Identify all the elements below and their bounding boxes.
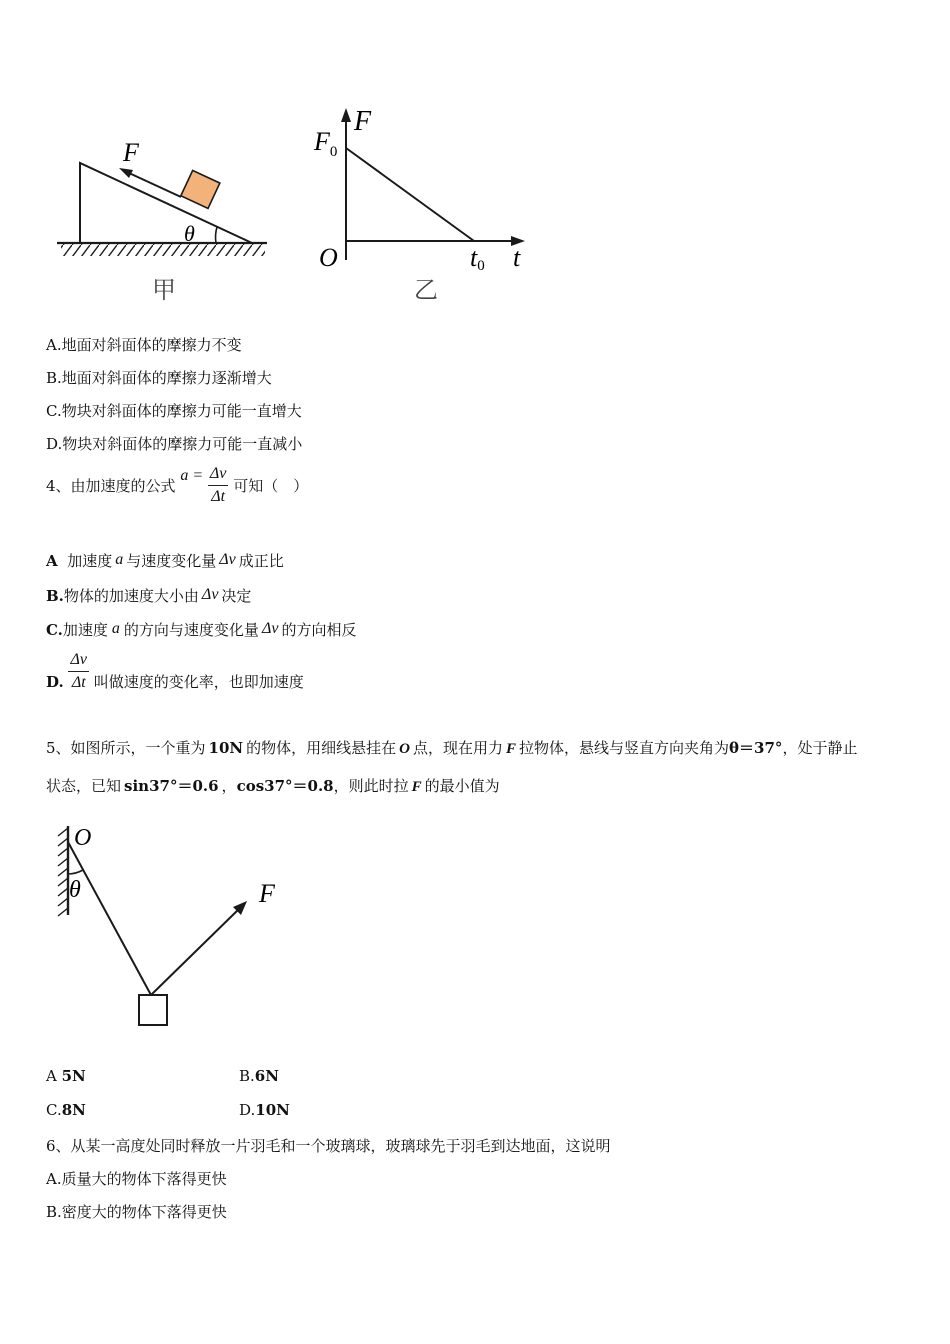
q4-option-a-text1: 加速度 (67, 552, 113, 570)
q6-stem: 6、从某一高度处同时释放一片羽毛和一个玻璃球，玻璃球先于羽毛到达地面，这说明 (46, 1137, 611, 1155)
q5-option-d-prefix: D. (239, 1101, 256, 1119)
f0-label: $F_0$ (314, 127, 338, 160)
q3-option-a[interactable]: A.地面对斜面体的摩擦力不变 (46, 336, 242, 354)
q4-option-b-text2: 决定 (221, 587, 252, 605)
q5-stem-text-c: 点，现在用力 (413, 739, 504, 757)
q5-sin-value: sin37°＝0.6 (124, 777, 219, 795)
q5-stem-line2-c: ，则此时拉 (333, 777, 409, 795)
q5-stem-text-d: 拉物体，悬线与竖直方向夹角为 (519, 739, 730, 757)
q5-option-a[interactable] (46, 1067, 86, 1085)
q5-force-2: F (411, 779, 422, 795)
q4-option-b-text1: 物体的加速度大小由 (63, 587, 199, 605)
q4-option-c-text1: 加速度 (62, 621, 108, 639)
q4-option-d-prefix: D. (46, 672, 64, 691)
ground-hatching (61, 244, 265, 256)
q5-option-d-value: 10N (255, 1101, 290, 1119)
q4-option-c-var1: a (111, 620, 120, 637)
figure-jia (45, 125, 285, 310)
q4-option-d-denominator: Δt (71, 674, 86, 691)
q4-stem-suffix: 可知（ ） (233, 477, 309, 495)
q5-stem-text-e: ，处于静止 (782, 739, 858, 757)
q4-option-a-var2: Δv (219, 551, 236, 568)
q5-stem-line1 (46, 737, 857, 758)
q4-option-b-prefix: B. (46, 587, 64, 605)
q5-option-b[interactable] (239, 1067, 279, 1085)
q5-stem-line2-b: ， (221, 777, 237, 795)
q5-option-c[interactable] (46, 1101, 86, 1119)
force-arrow-line (129, 173, 181, 197)
q4-option-c[interactable] (46, 619, 356, 640)
force-label: F (123, 138, 139, 167)
force-line (346, 148, 474, 241)
q5-option-a-value: 5N (61, 1067, 86, 1085)
q4-option-d[interactable] (46, 652, 304, 691)
q6-option-b[interactable]: B.密度大的物体下落得更快 (46, 1203, 227, 1221)
figure-yi (310, 100, 535, 310)
q4-option-a-var1: a (115, 551, 124, 568)
q5-force: F (506, 741, 517, 757)
q4-option-d-fraction (68, 652, 89, 691)
q4-option-c-prefix: C. (46, 621, 63, 639)
q5-stem-line2-d: 的最小值为 (424, 777, 500, 795)
q3-option-b[interactable]: B.地面对斜面体的摩擦力逐渐增大 (46, 369, 272, 387)
q5-stem-line2 (46, 775, 500, 796)
q3-option-c[interactable]: C.物块对斜面体的摩擦力可能一直增大 (46, 402, 302, 420)
q4-option-d-text: 叫做速度的变化率，也即加速度 (93, 673, 304, 691)
force-arrow-head (119, 168, 133, 178)
q5-cos-value: cos37°＝0.8 (236, 777, 334, 795)
q5-stem-text-b: 的物体，用细线悬挂在 (246, 739, 397, 757)
q5-weight: 10N (208, 739, 244, 757)
incline-triangle (80, 163, 252, 243)
caption-jia: 甲 (152, 276, 176, 304)
q5-stem-text-a: 5、如图所示，一个重为 (46, 739, 206, 757)
x-axis-label: t (513, 243, 521, 272)
angle-arc-q5 (68, 870, 83, 874)
q4-option-b-var: Δv (201, 586, 219, 603)
q5-point: O (399, 741, 410, 757)
caption-yi: 乙 (414, 276, 438, 304)
angle-arc (216, 227, 217, 243)
block (181, 170, 220, 208)
origin-label: O (319, 243, 338, 272)
wall-hatching (58, 828, 68, 916)
figure-q5 (50, 820, 290, 1035)
point-label-q5: O (74, 825, 92, 851)
force-arrow-line-q5 (151, 908, 240, 995)
q3-option-d[interactable]: D.物块对斜面体的摩擦力可能一直减小 (46, 435, 303, 453)
angle-label-q5: θ (69, 877, 81, 903)
q4-option-c-var2: Δv (261, 620, 279, 637)
string-line (68, 842, 151, 995)
q4-formula-lhs: a = (180, 466, 204, 484)
q5-option-b-prefix: B. (239, 1067, 255, 1085)
q4-option-c-text2: 的方向与速度变化量 (123, 621, 259, 639)
t0-label: t0 (470, 243, 485, 274)
q4-option-b[interactable] (46, 585, 251, 606)
q4-option-c-text3: 的方向相反 (281, 621, 357, 639)
q5-option-c-prefix: C. (46, 1101, 62, 1119)
q4-formula-denominator: Δt (211, 488, 226, 505)
angle-label: θ (184, 221, 195, 246)
hanging-box (139, 995, 167, 1025)
q5-option-b-value: 6N (254, 1067, 279, 1085)
q4-option-a-text3: 成正比 (238, 552, 284, 570)
q6-option-a[interactable]: A.质量大的物体下落得更快 (46, 1170, 227, 1188)
q4-option-d-numerator: Δv (68, 652, 89, 672)
y-axis-arrow (341, 108, 351, 122)
q5-option-c-value: 8N (61, 1101, 86, 1119)
q4-stem-prefix: 4、由加速度的公式 (46, 477, 176, 495)
q5-option-a-prefix: A (46, 1067, 57, 1085)
force-label-q5: F (259, 879, 275, 908)
q5-option-d[interactable] (239, 1101, 290, 1119)
q4-formula-fraction (208, 466, 229, 505)
q5-angle: θ＝37° (729, 739, 783, 757)
q4-option-a-text2: 与速度变化量 (126, 552, 217, 570)
q4-option-a[interactable] (46, 550, 284, 571)
q5-stem-line2-a: 状态，已知 (46, 777, 122, 795)
q4-option-a-prefix: A (46, 552, 58, 570)
y-axis-label: F (354, 106, 372, 137)
q4-stem (46, 466, 308, 505)
q4-formula-numerator: Δv (208, 466, 229, 486)
